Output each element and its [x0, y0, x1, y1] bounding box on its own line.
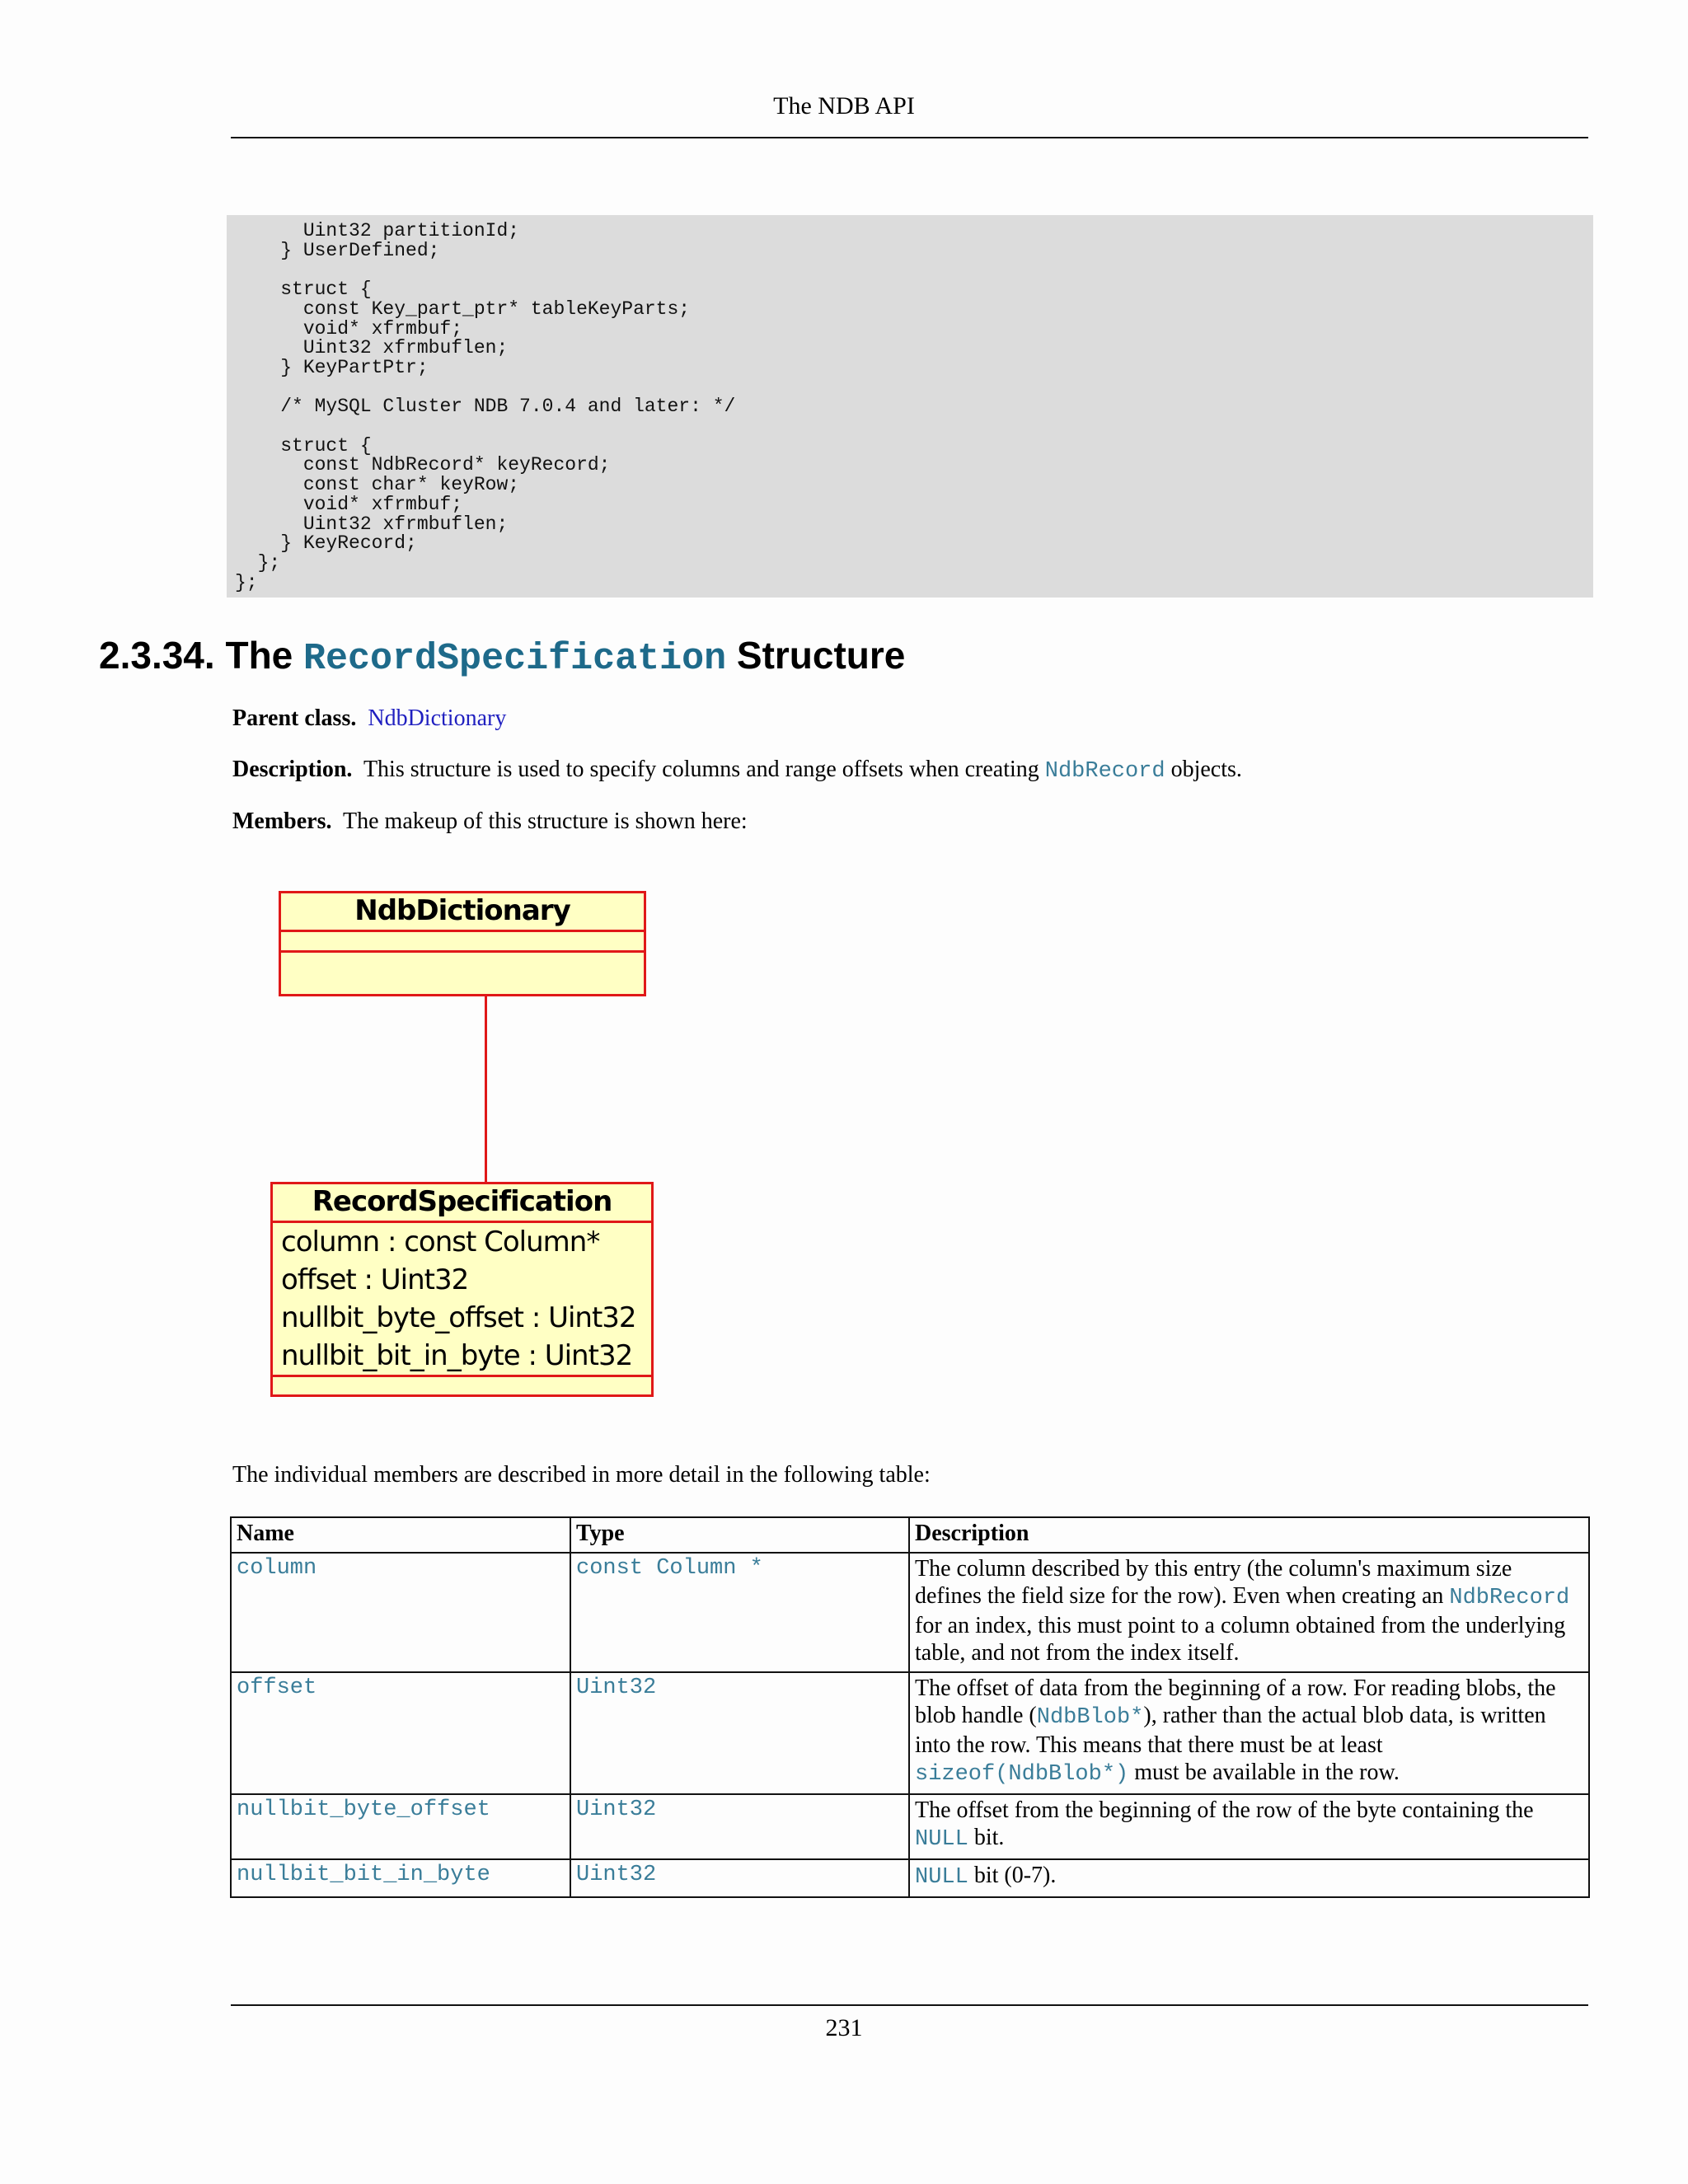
- uml-child-title: RecordSpecification: [312, 1185, 612, 1218]
- desc-text: bit (0-7).: [968, 1863, 1057, 1888]
- member-description: [909, 1859, 1589, 1897]
- uml-association-line: [485, 996, 487, 1183]
- description-paragraph: [232, 757, 1242, 784]
- desc-text: for an index, this must point to a column obtained from the underlying table, and not from the index itself.: [915, 1613, 1566, 1666]
- parent-class-paragraph: [232, 705, 506, 732]
- member-name-link[interactable]: nullbit_bit_in_byte: [231, 1859, 570, 1897]
- member-type-link[interactable]: Uint32: [570, 1672, 909, 1794]
- description-code-link[interactable]: NdbRecord: [1044, 759, 1165, 784]
- desc-text: The column described by this entry (the column's maximum size defines the field size for the row). Even when creating an: [915, 1556, 1512, 1609]
- member-type-link[interactable]: const Column *: [570, 1553, 909, 1672]
- uml-parent-op-compartment: [281, 950, 644, 953]
- member-description: [909, 1553, 1589, 1672]
- parent-class-link[interactable]: NdbDictionary: [368, 705, 507, 731]
- description-label: Description.: [232, 757, 353, 782]
- desc-text: The offset of data from the beginning of a row. For reading blobs, the blob handle (: [915, 1675, 1556, 1728]
- section-heading: [99, 633, 905, 680]
- uml-parent-title: NdbDictionary: [354, 894, 570, 927]
- description-text-after: objects.: [1170, 757, 1242, 782]
- uml-child-box: [270, 1182, 654, 1397]
- desc-code: sizeof(NdbBlob*): [915, 1762, 1129, 1787]
- table-intro: The individual members are described in more detail in the following table:: [232, 1462, 931, 1488]
- desc-code: NULL: [915, 1865, 968, 1890]
- member-description: [909, 1794, 1589, 1859]
- column-header-description: Description: [909, 1517, 1589, 1553]
- table-row: [231, 1859, 1589, 1897]
- member-name-link[interactable]: offset: [231, 1672, 570, 1794]
- table-header-row: [231, 1517, 1589, 1553]
- uml-attribute: nullbit_byte_offset : Uint32: [281, 1301, 636, 1334]
- uml-attribute: nullbit_bit_in_byte : Uint32: [281, 1339, 633, 1372]
- members-label: Members.: [232, 808, 332, 834]
- table-row: [231, 1794, 1589, 1859]
- uml-attribute: column : const Column*: [281, 1226, 600, 1258]
- section-title-pre: The: [225, 634, 293, 677]
- running-header: The NDB API: [773, 92, 915, 120]
- header-rule: [231, 137, 1588, 138]
- section-number: 2.3.34.: [99, 634, 215, 677]
- member-name-link[interactable]: nullbit_byte_offset: [231, 1794, 570, 1859]
- parent-class-label: Parent class.: [232, 705, 357, 731]
- member-type-link[interactable]: Uint32: [570, 1794, 909, 1859]
- uml-child-op-compartment: [273, 1375, 651, 1377]
- table-row: [231, 1553, 1589, 1672]
- member-name-link[interactable]: column: [231, 1553, 570, 1672]
- column-header-name: Name: [231, 1517, 570, 1553]
- uml-parent-attr-compartment: [281, 930, 644, 950]
- desc-code: NULL: [915, 1827, 968, 1852]
- member-description: [909, 1672, 1589, 1794]
- uml-child-attributes: [273, 1221, 651, 1375]
- table-row: [231, 1672, 1589, 1794]
- page-number: 231: [825, 2014, 863, 2041]
- desc-text: bit.: [968, 1825, 1005, 1850]
- desc-text: The offset from the beginning of the row of the byte containing the: [915, 1797, 1534, 1823]
- description-text: This structure is used to specify columns and range offsets when creating: [363, 757, 1039, 782]
- section-title-post: Structure: [736, 634, 906, 677]
- column-header-type: Type: [570, 1517, 909, 1553]
- desc-text: ), rather than the actual blob data, is written into the row. This means that there must be at least: [915, 1703, 1546, 1758]
- footer-rule: [231, 2004, 1588, 2006]
- desc-code-link[interactable]: NdbBlob*: [1036, 1705, 1144, 1730]
- uml-parent-box: [279, 891, 646, 996]
- members-table: [230, 1516, 1590, 1898]
- section-title-code: RecordSpecification: [303, 638, 727, 680]
- members-text: The makeup of this structure is shown here:: [343, 808, 748, 834]
- desc-text: must be available in the row.: [1128, 1760, 1400, 1785]
- members-paragraph: [232, 808, 748, 835]
- code-block: Uint32 partitionId; } UserDefined; struct { const Key_part_ptr* tableKeyParts; void* xfrmbuf; Uint32 xfrmbuflen; } KeyPartPtr; /* MySQL Cluster NDB 7.0.4 and later: */ struct { const NdbRecord* keyRecord; const char* keyRow; void* xfrmbuf; Uint32 xfrmbuflen; } KeyRecord; }; };: [227, 215, 1593, 598]
- desc-code-link[interactable]: NdbRecord: [1449, 1586, 1570, 1610]
- member-type-link[interactable]: Uint32: [570, 1859, 909, 1897]
- uml-attribute: offset : Uint32: [281, 1263, 469, 1296]
